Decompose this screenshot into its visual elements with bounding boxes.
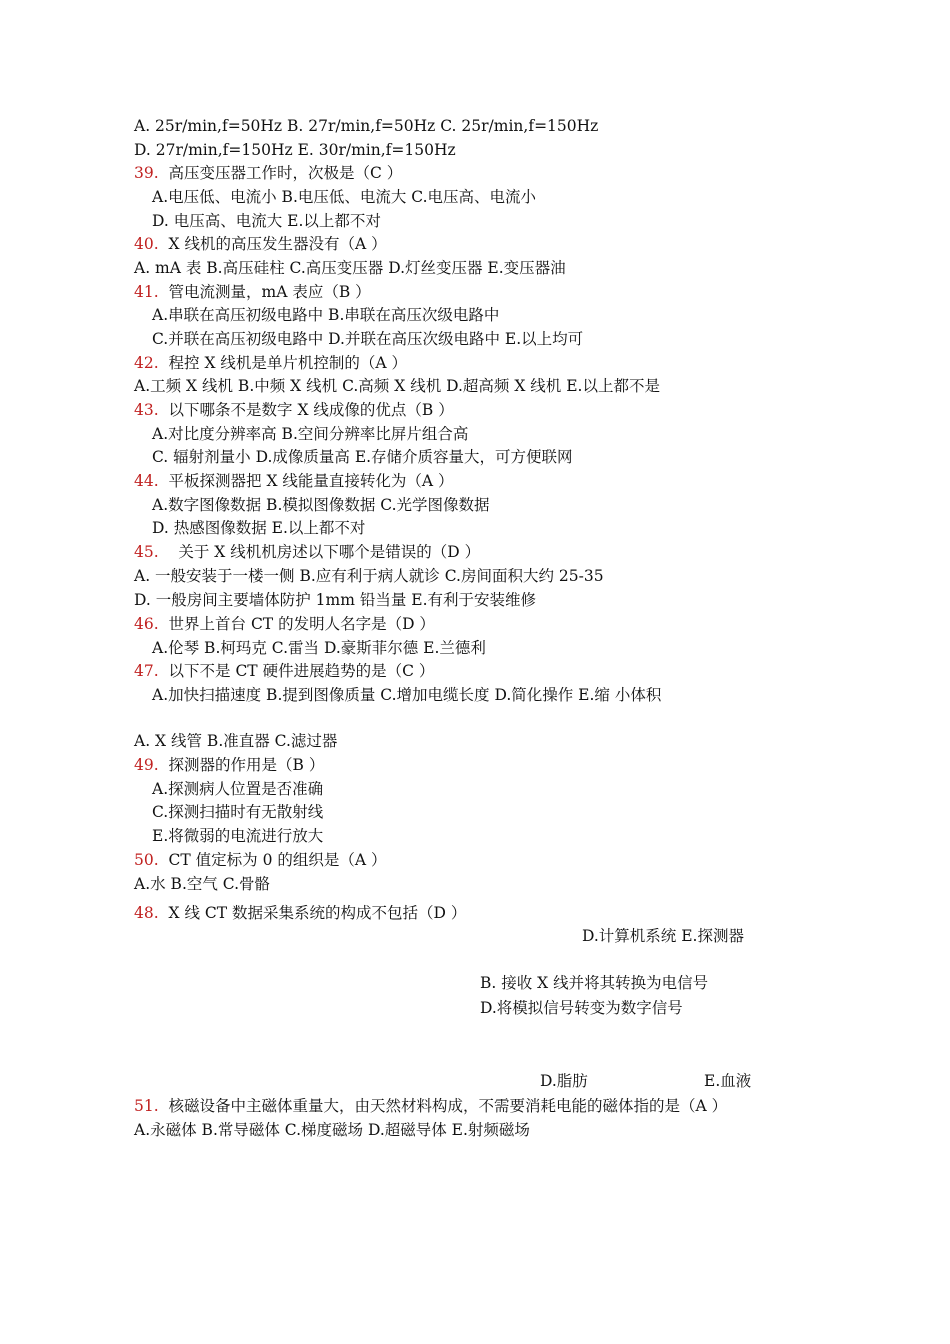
question-51 xyxy=(134,1096,727,1116)
option-line: D. 27r/min,f=150Hz E. 30r/min,f=150Hz xyxy=(134,141,456,159)
question-text: 管电流测量，mA 表应（B ） xyxy=(168,283,371,301)
option-line: A. mA 表 B.高压硅柱 C.高压变压器 D.灯丝变压器 E.变压器油 xyxy=(134,259,566,277)
question-text: 高压变压器工作时，次极是（C ） xyxy=(168,164,403,182)
question-50 xyxy=(134,850,386,870)
question-number: 50. xyxy=(134,851,159,869)
option-line: E.将微弱的电流进行放大 xyxy=(152,827,324,845)
question-number: 39. xyxy=(134,164,159,182)
question-text: 平板探测器把 X 线能量直接转化为（A ） xyxy=(168,472,454,490)
question-46 xyxy=(134,614,435,634)
question-45 xyxy=(134,542,480,562)
question-text: X 线机的高压发生器没有（A ） xyxy=(168,235,387,253)
question-number: 42. xyxy=(134,354,159,372)
question-number: 44. xyxy=(134,472,159,490)
question-49 xyxy=(134,755,324,775)
option-line: A.水 B.空气 C.骨骼 xyxy=(134,875,271,893)
question-number: 49. xyxy=(134,756,159,774)
question-text: X 线 CT 数据采集系统的构成不包括（D ） xyxy=(168,904,467,922)
option-line: D. 一般房间主要墙体防护 1mm 铅当量 E.有利于安装维修 xyxy=(134,591,537,609)
question-44 xyxy=(134,471,454,491)
question-text: 关于 X 线机机房述以下哪个是错误的（D ） xyxy=(178,543,481,561)
question-number: 40. xyxy=(134,235,159,253)
option-line: A. 25r/min,f=50Hz B. 27r/min,f=50Hz C. 25r/min,f=150Hz xyxy=(134,117,599,135)
option-line: A.电压低、电流小 B.电压低、电流大 C.电压高、电流小 xyxy=(152,188,537,206)
option-line: E.血液 xyxy=(704,1072,752,1090)
option-line: D.脂肪 xyxy=(540,1072,588,1090)
question-39 xyxy=(134,163,402,183)
option-line: C. 辐射剂量小 D.成像质量高 E.存储介质容量大，可方便联网 xyxy=(152,448,573,466)
question-text: 世界上首台 CT 的发明人名字是（D ） xyxy=(168,615,435,633)
question-41 xyxy=(134,282,371,302)
question-text: CT 值定标为 0 的组织是（A ） xyxy=(168,851,387,869)
option-line: A.伦琴 B.柯玛克 C.雷当 D.豪斯菲尔德 E.兰德利 xyxy=(152,639,486,657)
option-line: D. 热感图像数据 E.以上都不对 xyxy=(152,519,366,537)
question-text: 探测器的作用是（B ） xyxy=(168,756,325,774)
option-line: A.串联在高压初级电路中 B.串联在高压次级电路中 xyxy=(152,306,500,324)
question-number: 47. xyxy=(134,662,159,680)
question-number: 43. xyxy=(134,401,159,419)
option-line: C.并联在高压初级电路中 D.并联在高压次级电路中 E.以上均可 xyxy=(152,330,584,348)
question-text: 以下哪条不是数字 X 线成像的优点（B ） xyxy=(168,401,454,419)
option-line: A.对比度分辨率高 B.空间分辨率比屏片组合高 xyxy=(152,425,469,443)
option-line: D.将模拟信号转变为数字信号 xyxy=(480,999,683,1017)
question-47 xyxy=(134,661,434,681)
option-line: A.永磁体 B.常导磁体 C.梯度磁场 D.超磁导体 E.射频磁场 xyxy=(134,1121,530,1139)
question-48 xyxy=(134,903,466,923)
question-42 xyxy=(134,353,407,373)
question-number: 48. xyxy=(134,904,159,922)
option-line: D.计算机系统 E.探测器 xyxy=(582,927,744,945)
question-43 xyxy=(134,400,454,420)
question-40 xyxy=(134,234,387,254)
question-text: 核磁设备中主磁体重量大，由天然材料构成，不需要消耗电能的磁体指的是（A ） xyxy=(168,1097,728,1115)
option-line: C.探测扫描时有无散射线 xyxy=(152,803,324,821)
option-line: A.加快扫描速度 B.提到图像质量 C.增加电缆长度 D.简化操作 E.缩 小体积 xyxy=(152,686,662,704)
question-text: 程控 X 线机是单片机控制的（A ） xyxy=(168,354,408,372)
option-line: A.数字图像数据 B.模拟图像数据 C.光学图像数据 xyxy=(152,496,490,514)
question-number: 46. xyxy=(134,615,159,633)
question-text: 以下不是 CT 硬件进展趋势的是（C ） xyxy=(168,662,435,680)
option-line: B. 接收 X 线并将其转换为电信号 xyxy=(480,974,709,992)
question-number: 51. xyxy=(134,1097,159,1115)
option-line: D. 电压高、电流大 E.以上都不对 xyxy=(152,212,381,230)
option-line: A. X 线管 B.准直器 C.滤过器 xyxy=(134,732,338,750)
option-line: A.工频 X 线机 B.中频 X 线机 C.高频 X 线机 D.超高频 X 线机 E.以上都不是 xyxy=(134,377,660,395)
question-number: 45. xyxy=(134,543,159,561)
option-line: A. 一般安装于一楼一侧 B.应有利于病人就诊 C.房间面积大约 25-35 xyxy=(134,567,604,585)
option-line: A.探测病人位置是否准确 xyxy=(152,780,324,798)
question-number: 41. xyxy=(134,283,159,301)
